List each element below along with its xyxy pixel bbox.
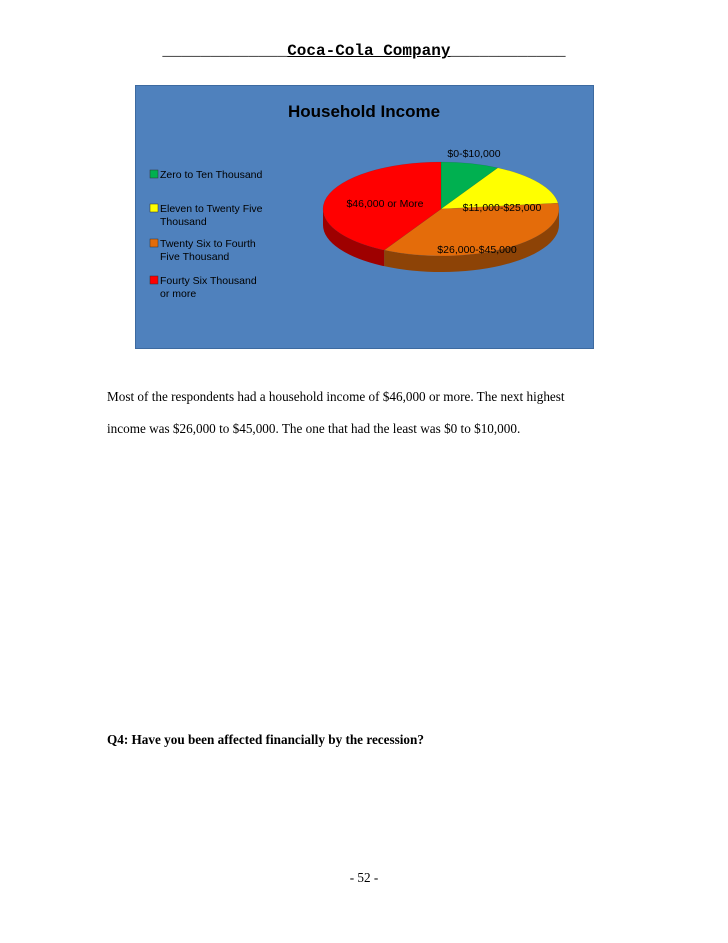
pie-data-label: $0-$10,000	[447, 148, 501, 160]
header-left-rule: _____________	[162, 42, 288, 60]
legend-label: Zero to Ten Thousand	[160, 169, 263, 181]
pie-data-label: $11,000-$25,000	[462, 202, 542, 214]
legend-label: Eleven to Twenty Five Thousand	[160, 203, 263, 228]
header-right-rule: ____________	[450, 42, 566, 60]
page-header	[110, 42, 618, 60]
legend-swatch	[150, 276, 158, 284]
legend-swatch	[150, 239, 158, 247]
legend-label: Fourty Six Thousand or more	[160, 275, 257, 300]
pie-chart-svg	[136, 86, 593, 348]
page-number: - 52 -	[349, 870, 379, 885]
household-income-chart	[135, 85, 594, 349]
header-title: Coca-Cola Company	[287, 42, 451, 60]
body-line-2: income was $26,000 to $45,000. The one that had the least was $0 to $10,000.	[107, 421, 521, 436]
body-line-1: Most of the respondents had a household income of $46,000 or more. The next highest	[107, 389, 565, 404]
legend-swatch	[150, 204, 158, 212]
pie-data-label: $46,000 or More	[346, 198, 424, 210]
question-q4: Q4: Have you been affected financially by the recession?	[107, 732, 424, 747]
legend-label: Twenty Six to Fourth Five Thousand	[160, 238, 256, 263]
chart-title: Household Income	[287, 102, 441, 121]
legend-swatch	[150, 170, 158, 178]
pie-data-label: $26,000-$45,000	[437, 244, 517, 256]
